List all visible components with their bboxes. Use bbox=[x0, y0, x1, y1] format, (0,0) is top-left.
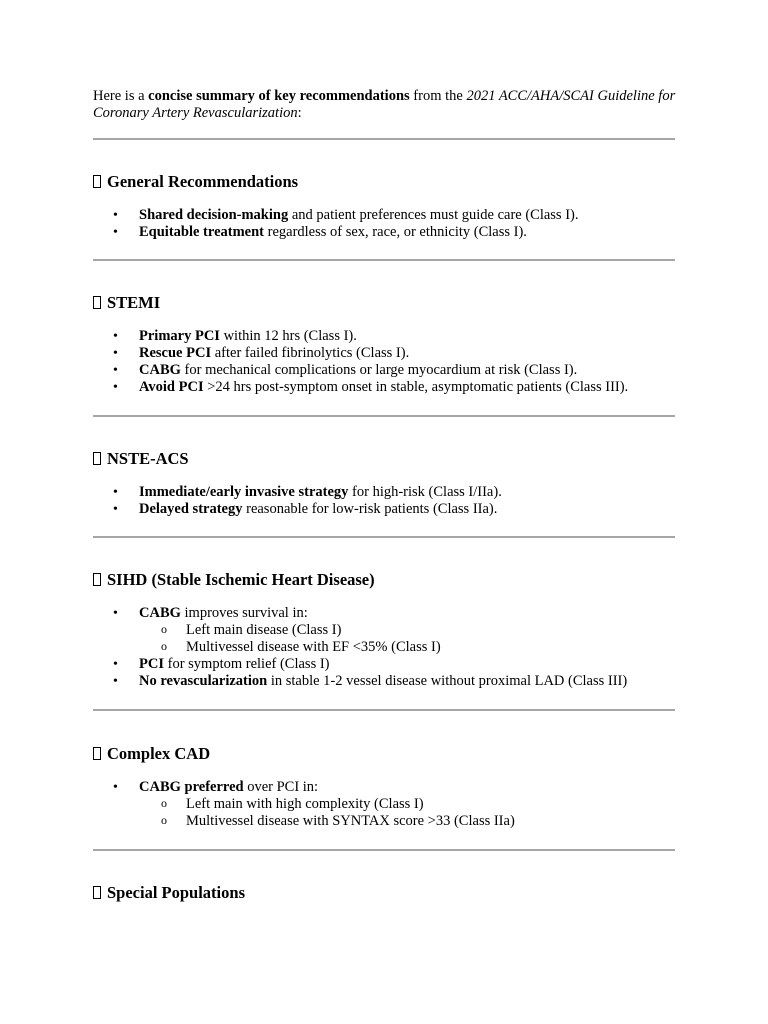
divider bbox=[93, 259, 675, 261]
divider bbox=[93, 415, 675, 417]
item-bold: CABG bbox=[139, 362, 181, 378]
item-bold: Immediate/early invasive strategy bbox=[139, 484, 349, 500]
section-special-populations bbox=[93, 883, 693, 903]
divider bbox=[93, 536, 675, 538]
sub-list-item: o Multivessel disease with EF <35% (Class I) bbox=[139, 639, 693, 656]
item-bold: Shared decision-making bbox=[139, 207, 289, 223]
intro-suffix: : bbox=[297, 105, 302, 121]
divider bbox=[93, 138, 675, 140]
section-heading bbox=[93, 570, 693, 590]
list-item bbox=[93, 605, 693, 656]
intro-bold: concise summary of key recommendations bbox=[148, 88, 410, 104]
item-text: after failed fibrinolytics (Class I). bbox=[211, 345, 410, 361]
section-general-recommendations bbox=[93, 172, 693, 241]
list-item bbox=[93, 484, 693, 501]
sub-list-item: o Left main disease (Class I) bbox=[139, 622, 693, 639]
item-bold: Avoid PCI bbox=[139, 379, 204, 395]
list-item bbox=[93, 656, 693, 673]
missing-glyph-icon bbox=[93, 573, 101, 586]
section-complex-cad bbox=[93, 744, 693, 830]
list-item bbox=[93, 379, 693, 396]
divider bbox=[93, 709, 675, 711]
section-title: Complex CAD bbox=[107, 744, 211, 763]
bullet-list bbox=[93, 484, 693, 518]
section-stemi bbox=[93, 293, 693, 396]
intro-middle: from the bbox=[409, 88, 467, 104]
item-text: over PCI in: bbox=[243, 779, 319, 795]
list-item bbox=[93, 207, 693, 224]
item-text: regardless of sex, race, or ethnicity (Class I). bbox=[264, 224, 527, 240]
section-heading bbox=[93, 293, 693, 313]
bullet-list bbox=[93, 207, 693, 241]
sub-list-item: o Left main with high complexity (Class I) bbox=[139, 796, 693, 813]
item-text: >24 hrs post-symptom onset in stable, asymptomatic patients (Class III). bbox=[203, 379, 629, 395]
item-text: for symptom relief (Class I) bbox=[163, 656, 330, 672]
section-heading bbox=[93, 172, 693, 192]
item-text: for high-risk (Class I/IIa). bbox=[348, 484, 502, 500]
list-item bbox=[93, 779, 693, 830]
item-text: for mechanical complications or large myocardium at risk (Class I). bbox=[180, 362, 578, 378]
intro-paragraph bbox=[93, 88, 693, 122]
intro-prefix: Here is a bbox=[93, 88, 149, 104]
list-item bbox=[93, 362, 693, 379]
bullet-list bbox=[93, 328, 693, 396]
section-heading bbox=[93, 449, 693, 469]
list-item bbox=[93, 328, 693, 345]
section-heading bbox=[93, 883, 693, 903]
section-sihd bbox=[93, 570, 693, 690]
item-bold: Rescue PCI bbox=[139, 345, 212, 361]
list-item bbox=[93, 224, 693, 241]
section-title: Special Populations bbox=[107, 883, 245, 902]
item-text: reasonable for low-risk patients (Class IIa). bbox=[242, 501, 498, 517]
missing-glyph-icon bbox=[93, 452, 101, 465]
section-title: General Recommendations bbox=[107, 172, 299, 191]
sub-list bbox=[139, 622, 693, 656]
section-title: NSTE-ACS bbox=[107, 449, 189, 468]
divider bbox=[93, 849, 675, 851]
missing-glyph-icon bbox=[93, 296, 101, 309]
item-text: and patient preferences must guide care (Class I). bbox=[288, 207, 579, 223]
missing-glyph-icon bbox=[93, 886, 101, 899]
section-nste-acs bbox=[93, 449, 693, 518]
sub-list bbox=[139, 796, 693, 830]
sub-list-item: o Multivessel disease with SYNTAX score >33 (Class IIa) bbox=[139, 813, 693, 830]
section-heading bbox=[93, 744, 693, 764]
list-item bbox=[93, 345, 693, 362]
list-item bbox=[93, 501, 693, 518]
item-text: in stable 1-2 vessel disease without proximal LAD (Class III) bbox=[267, 673, 628, 689]
bullet-list bbox=[93, 605, 693, 690]
missing-glyph-icon bbox=[93, 747, 101, 760]
list-item bbox=[93, 673, 693, 690]
section-title: SIHD (Stable Ischemic Heart Disease) bbox=[107, 570, 375, 589]
item-bold: Equitable treatment bbox=[139, 224, 264, 240]
item-bold: CABG preferred bbox=[139, 779, 244, 795]
missing-glyph-icon bbox=[93, 175, 101, 188]
item-bold: No revascularization bbox=[139, 673, 268, 689]
item-text: within 12 hrs (Class I). bbox=[219, 328, 357, 344]
item-bold: PCI bbox=[139, 656, 164, 672]
item-bold: CABG bbox=[139, 605, 181, 621]
item-text: improves survival in: bbox=[180, 605, 308, 621]
section-title: STEMI bbox=[107, 293, 161, 312]
intro-guideline-title: 2021 ACC/AHA/SCAI Guideline for Coronary Artery Revascularization bbox=[93, 88, 676, 121]
item-bold: Delayed strategy bbox=[139, 501, 243, 517]
bullet-list bbox=[93, 779, 693, 830]
item-bold: Primary PCI bbox=[139, 328, 220, 344]
